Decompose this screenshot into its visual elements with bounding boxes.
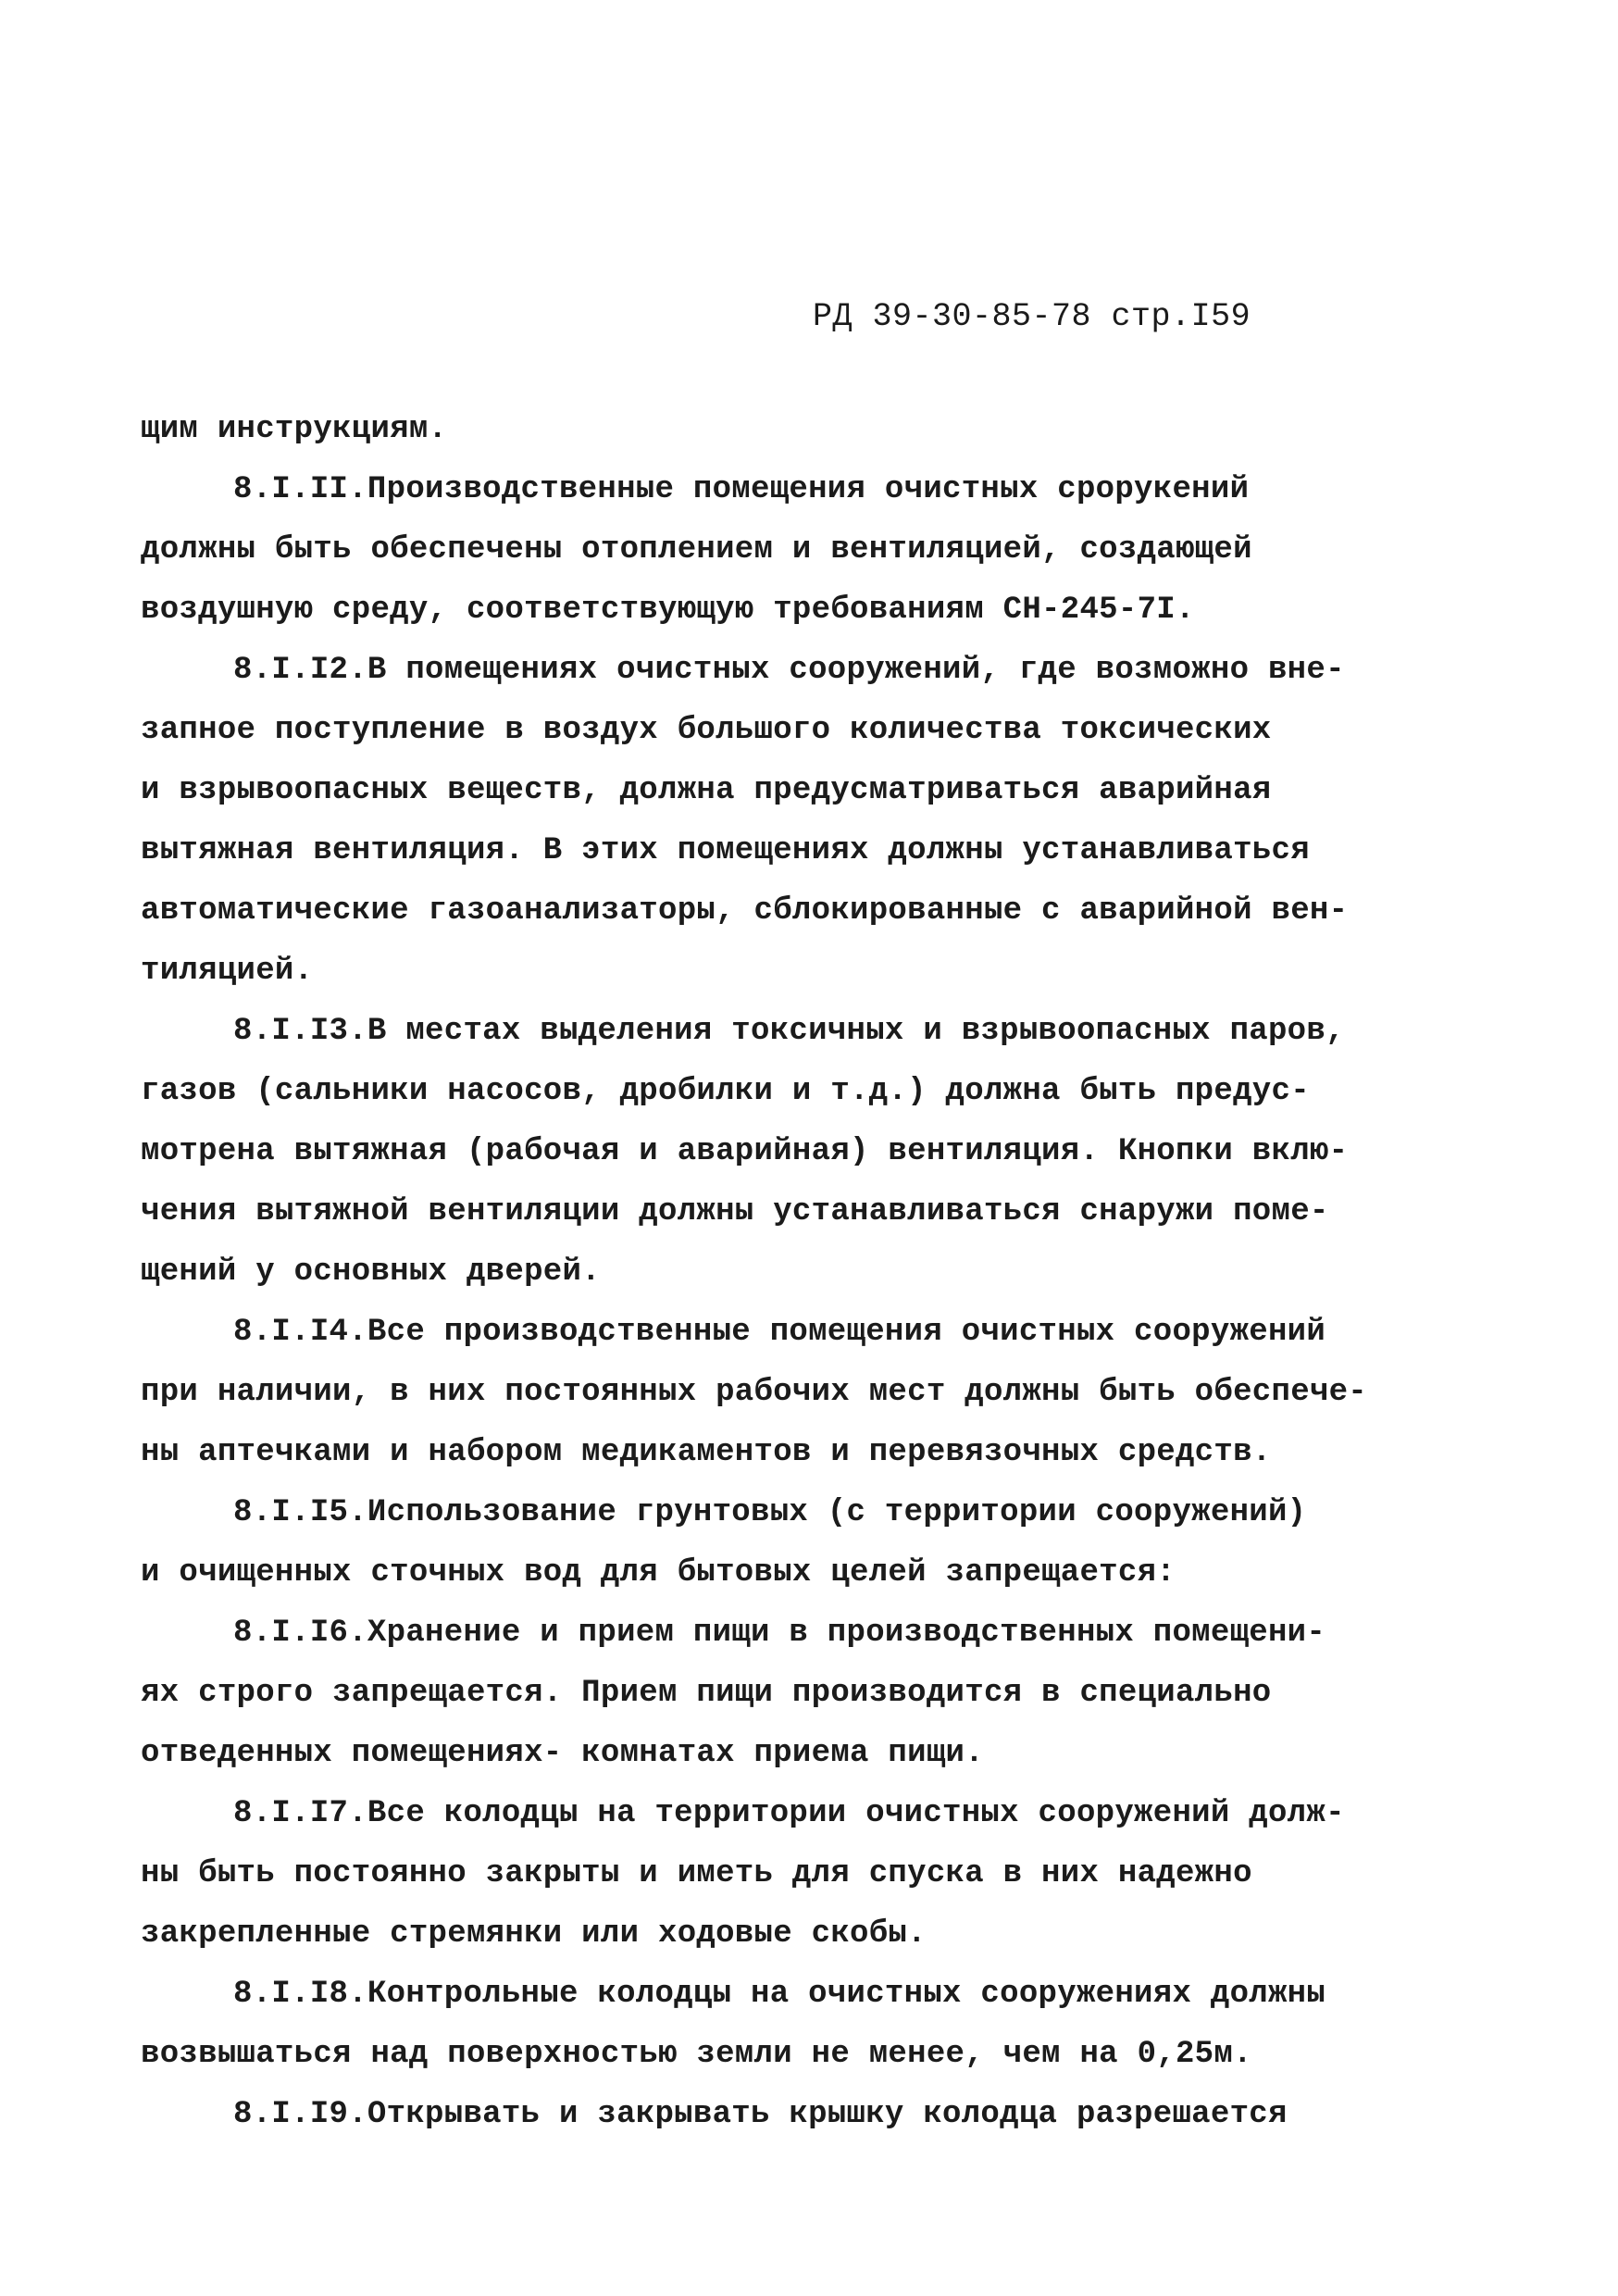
text-line: ны быть постоянно закрыты и иметь для спуска в них надежно <box>141 1856 1252 1891</box>
text-line: мотрена вытяжная (рабочая и аварийная) вентиляция. Кнопки вклю- <box>141 1134 1349 1169</box>
page-header: РД 39-30-85-78 стр.I59 <box>813 298 1251 335</box>
text-line: закрепленные стремянки или ходовые скобы. <box>141 1916 927 1952</box>
text-line: щений у основных дверей. <box>141 1254 601 1290</box>
text-line: воздушную среду, соответствующую требованиям СН-245-7I. <box>141 593 1195 628</box>
paragraph-start: 8.I.I6.Хранение и прием пищи в производственных помещени- <box>233 1616 1326 1651</box>
text-line: автоматические газоанализаторы, сблокированные с аварийной вен- <box>141 893 1349 929</box>
text-line: должны быть обеспечены отоплением и вентиляцией, создающей <box>141 532 1252 568</box>
text-line: тиляцией. <box>141 954 314 989</box>
text-line: при наличии, в них постоянных рабочих мест должны быть обеспече- <box>141 1375 1368 1410</box>
paragraph-start: 8.I.I7.Все колодцы на территории очистных сооружений долж- <box>233 1796 1345 1831</box>
text-line: газов (сальники насосов, дробилки и т.д.) должна быть предус- <box>141 1074 1310 1109</box>
text-line: ны аптечками и набором медикаментов и перевязочных средств. <box>141 1435 1272 1470</box>
text-line: щим инструкциям. <box>141 412 448 447</box>
text-line: отведенных помещениях- комнатах приема пищи. <box>141 1736 984 1771</box>
document-body <box>141 400 1368 2145</box>
paragraph-start: 8.I.I4.Все производственные помещения очистных сооружений <box>233 1315 1326 1350</box>
text-line: и очищенных сточных вод для бытовых целей запрещается: <box>141 1555 1176 1591</box>
paragraph-start: 8.I.II.Производственные помещения очистных срорукений <box>233 472 1250 507</box>
text-line: и взрывоопасных веществ, должна предусматриваться аварийная <box>141 773 1272 808</box>
text-line: чения вытяжной вентиляции должны устанавливаться снаружи поме- <box>141 1194 1329 1229</box>
paragraph-start: 8.I.I5.Использование грунтовых (с территории сооружений) <box>233 1495 1307 1530</box>
text-line: запное поступление в воздух большого количества токсических <box>141 713 1272 748</box>
paragraph-start: 8.I.I8.Контрольные колодцы на очистных сооружениях должны <box>233 1977 1326 2012</box>
paragraph-start: 8.I.I3.В местах выделения токсичных и взрывоопасных паров, <box>233 1014 1345 1049</box>
paragraph-start: 8.I.I9.Открывать и закрывать крышку колодца разрешается <box>233 2097 1288 2132</box>
paragraph-start: 8.I.I2.В помещениях очистных сооружений, где возможно вне- <box>233 653 1345 688</box>
text-line: ях строго запрещается. Прием пищи производится в специально <box>141 1676 1272 1711</box>
text-line: вытяжная вентиляция. В этих помещениях должны устанавливаться <box>141 833 1310 868</box>
text-line: возвышаться над поверхностью земли не менее, чем на 0,25м. <box>141 2037 1252 2072</box>
